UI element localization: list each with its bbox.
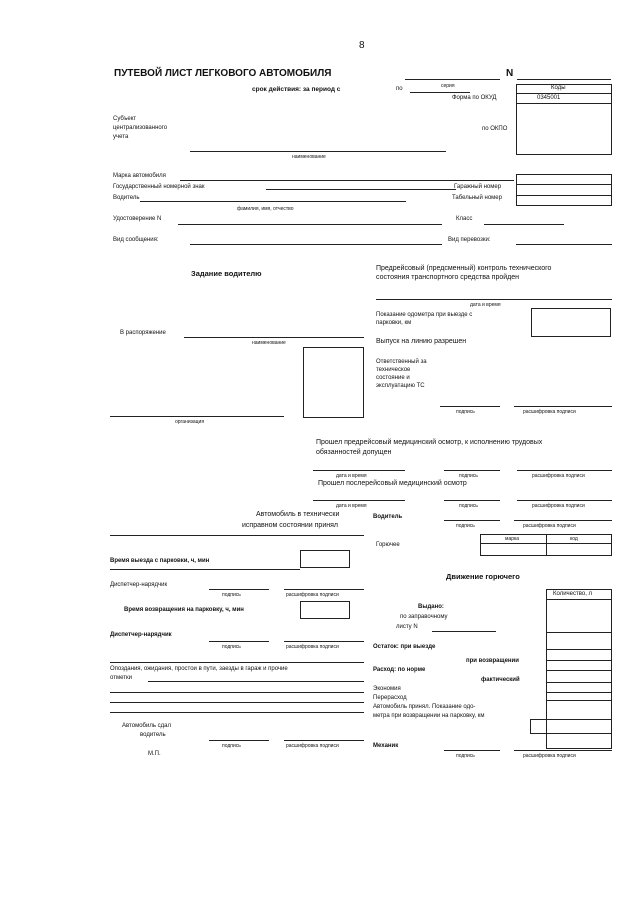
on-return-label: при возвращении [466, 658, 519, 664]
okud-label: Форма по ОКУД [452, 95, 497, 101]
validity-to-line [410, 92, 470, 93]
precheck-line-1: Предрейсовый (предсменный) контроль технического [376, 265, 552, 272]
economy-label: Экономия [373, 686, 401, 692]
codes-box [516, 84, 612, 155]
by-station-line-2: листу N [396, 624, 418, 630]
car-accepted-line-1: Автомобиль принял. Показание одо- [373, 704, 476, 710]
driver-bold-label: Водитель [373, 514, 403, 520]
med-pre-date-line [313, 470, 405, 471]
fuel-brand-col-divider [546, 534, 547, 556]
codes-divider-2 [516, 103, 612, 104]
subject-line [190, 151, 446, 152]
odometer-label-1: Показание одометра при выезде с [376, 312, 473, 318]
class-label: Класс [456, 216, 473, 222]
garage-no-label: Гаражный номер [454, 184, 502, 190]
notes-line-4 [110, 712, 364, 713]
gov-plate-label: Государственный номерной знак [113, 184, 205, 190]
odometer-return-box [530, 719, 612, 734]
car-handed-line-1: Автомобиль сдал [122, 723, 171, 729]
med-pre-decode-line [517, 470, 612, 471]
dispatcher2-decode-line [284, 641, 364, 642]
dispatcher2-signature-caption: подпись [222, 644, 241, 650]
med-post-signature-line [444, 500, 500, 501]
fuel-quantity-divider-2 [546, 632, 612, 633]
by-station-line-1: по заправочному [400, 614, 448, 620]
handed-decode-line [284, 740, 364, 741]
precheck-date-caption: дата и время [470, 302, 501, 308]
number-line [517, 79, 611, 80]
issued-label: Выдано: [418, 604, 444, 610]
driver-task-heading: Задание водителю [191, 269, 262, 278]
okud-code: 0345001 [537, 95, 561, 101]
fuel-brand-col: марка [505, 536, 520, 542]
med-pre-signature-caption: подпись [459, 473, 478, 479]
departure-time-underline [110, 569, 300, 570]
med-post-decode-caption: расшифровка подписи [532, 503, 585, 509]
mechanic-signature-caption: подпись [456, 753, 475, 759]
transport-type-line [516, 244, 612, 245]
overrun-label: Перерасход [373, 695, 407, 701]
notes-label: отметки [110, 675, 132, 681]
med-pre-decode-caption: расшифровка подписи [532, 473, 585, 479]
car-brand-label: Марка автомобиля [113, 173, 166, 179]
validity-to: по [396, 86, 403, 92]
driver-decode-caption: расшифровка подписи [523, 523, 576, 529]
communication-label: Вид сообщения: [113, 237, 159, 243]
driver-signature-caption: подпись [456, 523, 475, 529]
dispatcher2-decode-caption: расшифровка подписи [286, 644, 339, 650]
codes-header: Коды [551, 85, 566, 91]
responsible-signature-line [440, 406, 500, 407]
mechanic-signature-line [444, 750, 500, 751]
stamp-label: М.П. [148, 751, 161, 757]
notes-line-2 [110, 692, 364, 693]
responsible-decode-line [514, 406, 612, 407]
responsible-label-2: техническое [376, 367, 411, 373]
mechanic-label: Механик [373, 743, 399, 749]
driver-label: Водитель [113, 195, 140, 201]
fuel-quantity-divider-1 [546, 599, 612, 600]
delays-top-line [110, 662, 364, 663]
car-accepted-line-2: метра при возвращении на парковку, км [373, 713, 485, 719]
responsible-signature-caption: подпись [456, 409, 475, 415]
car-brand-line [180, 180, 514, 181]
responsible-label-3: состояние и [376, 375, 410, 381]
task-stamp-box [303, 347, 364, 418]
license-label: Удостоверение N [113, 216, 162, 222]
notes-line-1 [148, 681, 364, 682]
odometer-departure-box [531, 308, 611, 337]
return-time-box [300, 601, 350, 619]
codes-divider [516, 93, 612, 94]
fuel-code-col: код [570, 536, 578, 542]
fuel-quantity-divider-6 [546, 682, 612, 683]
responsible-label-1: Ответственный за [376, 359, 427, 365]
at-disposal-label: В распоряжение [120, 330, 166, 336]
gov-plate-line [266, 189, 456, 190]
subject-label-2: централизованного [113, 125, 168, 131]
return-time-label: Время возвращения на парковку, ч, мин [124, 607, 244, 613]
fuel-quantity-divider-8 [546, 700, 612, 701]
fio-caption: фамилия, имя, отчество [237, 206, 294, 212]
dispatcher2-signature-line [209, 641, 269, 642]
med-post-label: Прошел послерейсовый медицинский осмотр [318, 480, 467, 487]
handed-decode-caption: расшифровка подписи [286, 743, 339, 749]
car-ok-line-2: исправном состоянии принял [242, 522, 338, 529]
fuel-label: Горючее [376, 542, 400, 548]
med-pre-line-2: обязанностей допущен [316, 449, 392, 456]
med-pre-date-caption: дата и время [336, 473, 367, 479]
dispatcher-decode-line [284, 589, 364, 590]
series-line [405, 79, 500, 80]
fuel-quantity-divider-5 [546, 670, 612, 671]
dispatcher-decode-caption: расшифровка подписи [286, 592, 339, 598]
organization-caption: организация [175, 419, 205, 425]
fuel-quantity-divider-4 [546, 660, 612, 661]
validity-label: срок действия: за период с [252, 86, 341, 93]
car-ok-line [110, 535, 364, 536]
car-ok-line-1: Автомобиль в технически [256, 511, 340, 518]
line-allowed-label: Выпуск на линию разрешен [376, 338, 467, 345]
handed-signature-caption: подпись [222, 743, 241, 749]
number-label: N [506, 68, 514, 79]
fuel-movement-heading: Движение горючего [446, 572, 520, 581]
fuel-quantity-header: Количество, л [553, 591, 593, 597]
garage-tab-divider-2 [516, 195, 612, 196]
departure-time-box [300, 550, 350, 568]
delays-label: Опоздания, ожидания, простои в пути, заезды в гараж и прочие [110, 666, 288, 672]
driver-line [140, 201, 406, 202]
garage-tab-box [516, 174, 612, 206]
at-disposal-line [184, 337, 364, 338]
series-caption: серия [441, 83, 455, 89]
fuel-quantity-divider-3 [546, 649, 612, 650]
med-post-signature-caption: подпись [459, 503, 478, 509]
responsible-label-4: эксплуатацию ТС [376, 383, 425, 389]
precheck-line-2: состояния транспортного средства пройден [376, 274, 520, 281]
transport-type-label: Вид перевозки: [448, 237, 491, 243]
class-line [484, 224, 564, 225]
subject-name-caption: наименование [292, 154, 326, 160]
med-post-date-caption: дата и время [336, 503, 367, 509]
at-disposal-caption: наименование [252, 340, 286, 346]
okpo-label: по ОКПО [482, 126, 508, 132]
station-number-line [432, 631, 496, 632]
garage-tab-divider-1 [516, 184, 612, 185]
fuel-quantity-divider-7 [546, 692, 612, 693]
dispatcher2-label: Диспетчер-нарядчик [110, 632, 172, 638]
form-title: ПУТЕВОЙ ЛИСТ ЛЕГКОВОГО АВТОМОБИЛЯ [114, 68, 332, 79]
car-handed-line-2: водитель [140, 732, 166, 738]
driver-signature-line [444, 520, 500, 521]
tab-no-label: Табельный номер [452, 195, 502, 201]
med-pre-line-1: Прошел предрейсовый медицинский осмотр, к исполнению трудовых [316, 439, 543, 446]
handed-signature-line [209, 740, 269, 741]
communication-line [190, 244, 442, 245]
driver-decode-line [514, 520, 612, 521]
notes-line-3 [110, 702, 364, 703]
consumption-label: Расход: по норме [373, 667, 426, 673]
mechanic-decode-line [514, 750, 612, 751]
dispatcher-signature-caption: подпись [222, 592, 241, 598]
dispatcher-label: Диспетчер-нарядчик [110, 582, 168, 588]
page-number: 8 [359, 40, 365, 51]
subject-label-3: учета [113, 134, 129, 140]
responsible-decode-caption: расшифровка подписи [523, 409, 576, 415]
organization-line [110, 416, 284, 417]
med-post-date-line [313, 500, 405, 501]
mechanic-decode-caption: расшифровка подписи [523, 753, 576, 759]
med-pre-signature-line [444, 470, 500, 471]
departure-time-label: Время выезда с парковки, ч, мин [110, 558, 210, 564]
license-line [178, 224, 442, 225]
actual-label: фактический [481, 677, 520, 683]
precheck-line [376, 299, 612, 300]
odometer-label-2: парковки, км [376, 320, 412, 326]
dispatcher-signature-line [209, 589, 269, 590]
med-post-decode-line [517, 500, 612, 501]
subject-label-1: Субъект [113, 116, 137, 122]
remainder-label: Остаток: при выезде [373, 644, 436, 650]
